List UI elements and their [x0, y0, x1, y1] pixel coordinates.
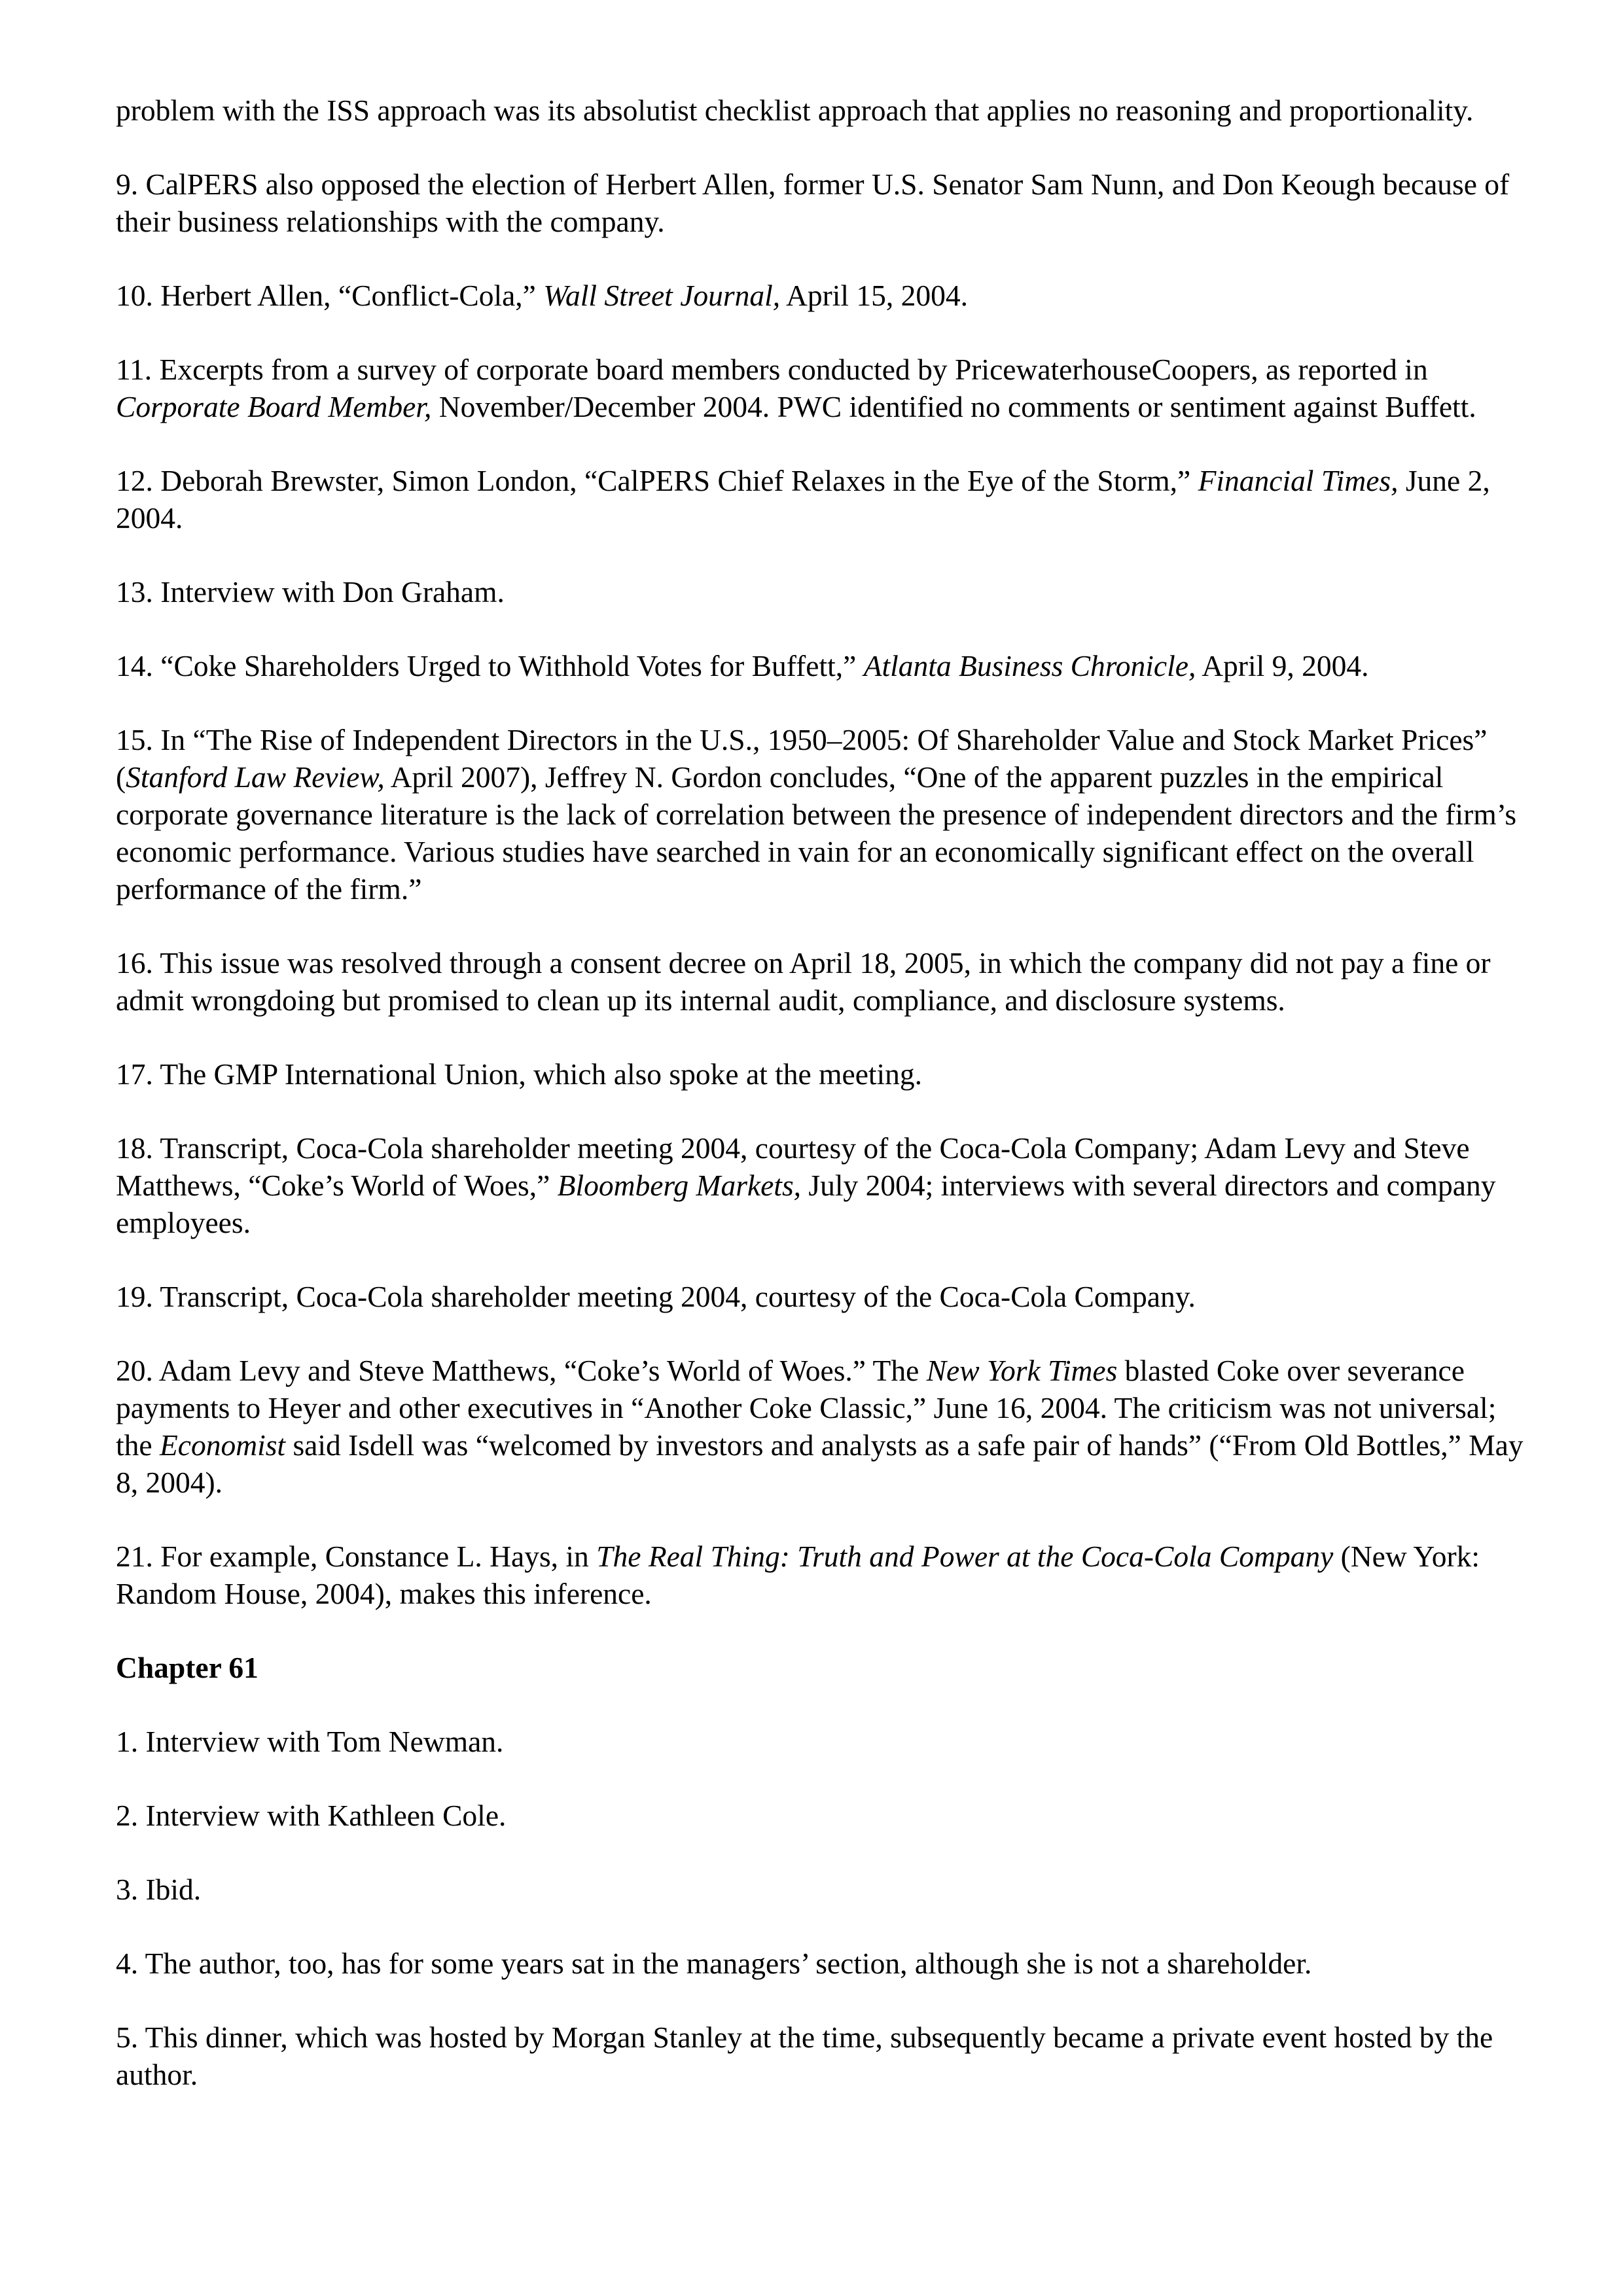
- note-20: [116, 1352, 1529, 1501]
- note-9: 9. CalPERS also opposed the election of Herbert Allen, former U.S. Senator Sam Nunn, and Don Keough because of their business relationships with the company.: [116, 168, 1510, 238]
- note-11-title: Corporate Board Member,: [116, 390, 432, 423]
- note-21-text: 21. For example, Constance L. Hays, in: [116, 1540, 597, 1573]
- note-20-text: 20. Adam Levy and Steve Matthews, “Coke’s World of Woes.” The: [116, 1354, 927, 1387]
- note-18-title: Bloomberg Markets,: [557, 1169, 802, 1202]
- note-12-text: 12. Deborah Brewster, Simon London, “CalPERS Chief Relaxes in the Eye of the Storm,”: [116, 464, 1198, 497]
- note-14-text: 14. “Coke Shareholders Urged to Withhold Votes for Buffett,”: [116, 649, 864, 682]
- note-19: 19. Transcript, Coca-Cola shareholder meeting 2004, courtesy of the Coca-Cola Company.: [116, 1280, 1196, 1313]
- note-18-text: 18. Transcript, Coca-Cola shareholder meeting 2004, courtesy of the Coca-Cola Company; Adam Levy and Steve Matthews, “Coke’s World of Woes,”: [116, 1131, 1470, 1202]
- page-body: [116, 92, 1529, 2130]
- chapter-61-note-3: 3. Ibid.: [116, 1873, 202, 1906]
- note-15-text: 15. In “The Rise of Independent Directors in the U.S., 1950–2005: Of Shareholder Value and Stock Market Prices” (: [116, 723, 1488, 794]
- note-20-text-mid: blasted Coke over severance payments to Heyer and other executives in “Another Coke Classic,” June 16, 2004. The criticism was not universal; the: [116, 1354, 1497, 1462]
- note-20-title-2: Economist: [159, 1428, 286, 1462]
- note-21-text-end: (New York: Random House, 2004), makes this inference.: [116, 1540, 1480, 1610]
- note-18-text-end: July 2004; interviews with several directors and company employees.: [116, 1169, 1496, 1239]
- note-13: 13. Interview with Don Graham.: [116, 575, 505, 609]
- note-12-text-end: June 2, 2004.: [116, 464, 1490, 535]
- note-17: 17. The GMP International Union, which also spoke at the meeting.: [116, 1057, 923, 1091]
- note-15-text-end: April 2007), Jeffrey N. Gordon concludes, “One of the apparent puzzles in the empirical corporate governance literature is the lack of correlation between the presence of independent directors and the firm’s economic performance. Various studies have searched in vain for an economically significant effect on the overall performance of the firm.”: [116, 760, 1517, 906]
- note-15-title: Stanford Law Review,: [126, 760, 385, 794]
- note-10-text-end: April 15, 2004.: [780, 279, 969, 312]
- note-14-title: Atlanta Business Chronicle,: [863, 649, 1196, 682]
- note-12-title: Financial Times,: [1198, 464, 1399, 497]
- note-14: [116, 647, 1529, 684]
- note-21-title: The Real Thing: Truth and Power at the Coca-Cola Company: [596, 1540, 1334, 1573]
- note-12: [116, 462, 1529, 537]
- note-18: [116, 1129, 1529, 1241]
- note-15: [116, 721, 1529, 908]
- note-11: [116, 351, 1529, 425]
- note-20-text-end: said Isdell was “welcomed by investors and analysts as a safe pair of hands” (“From Old Bottles,” May 8, 2004).: [116, 1428, 1524, 1499]
- chapter-61-note-2: 2. Interview with Kathleen Cole.: [116, 1799, 507, 1832]
- note-21: [116, 1538, 1529, 1612]
- chapter-heading: Chapter 61: [116, 1651, 259, 1684]
- note-14-text-end: April 9, 2004.: [1196, 649, 1369, 682]
- chapter-61-note-1: 1. Interview with Tom Newman.: [116, 1725, 504, 1758]
- chapter-61-note-5: 5. This dinner, which was hosted by Morgan Stanley at the time, subsequently became a private event hosted by the author.: [116, 2021, 1493, 2091]
- note-11-text-end: November/December 2004. PWC identified no comments or sentiment against Buffett.: [431, 390, 1476, 423]
- note-11-text: 11. Excerpts from a survey of corporate board members conducted by PricewaterhouseCoopers, as reported in: [116, 353, 1428, 386]
- note-continuation: problem with the ISS approach was its absolutist checklist approach that applies no reasoning and proportionality.: [116, 94, 1474, 127]
- chapter-61-note-4: 4. The author, too, has for some years sat in the managers’ section, although she is not a shareholder.: [116, 1947, 1312, 1980]
- note-16: 16. This issue was resolved through a consent decree on April 18, 2005, in which the company did not pay a fine or admit wrongdoing but promised to clean up its internal audit, compliance, and disclosure systems.: [116, 946, 1491, 1017]
- note-10-text: 10. Herbert Allen, “Conflict-Cola,”: [116, 279, 544, 312]
- note-10-title: Wall Street Journal,: [543, 279, 781, 312]
- note-10: [116, 277, 1529, 314]
- note-20-title: New York Times: [926, 1354, 1118, 1387]
